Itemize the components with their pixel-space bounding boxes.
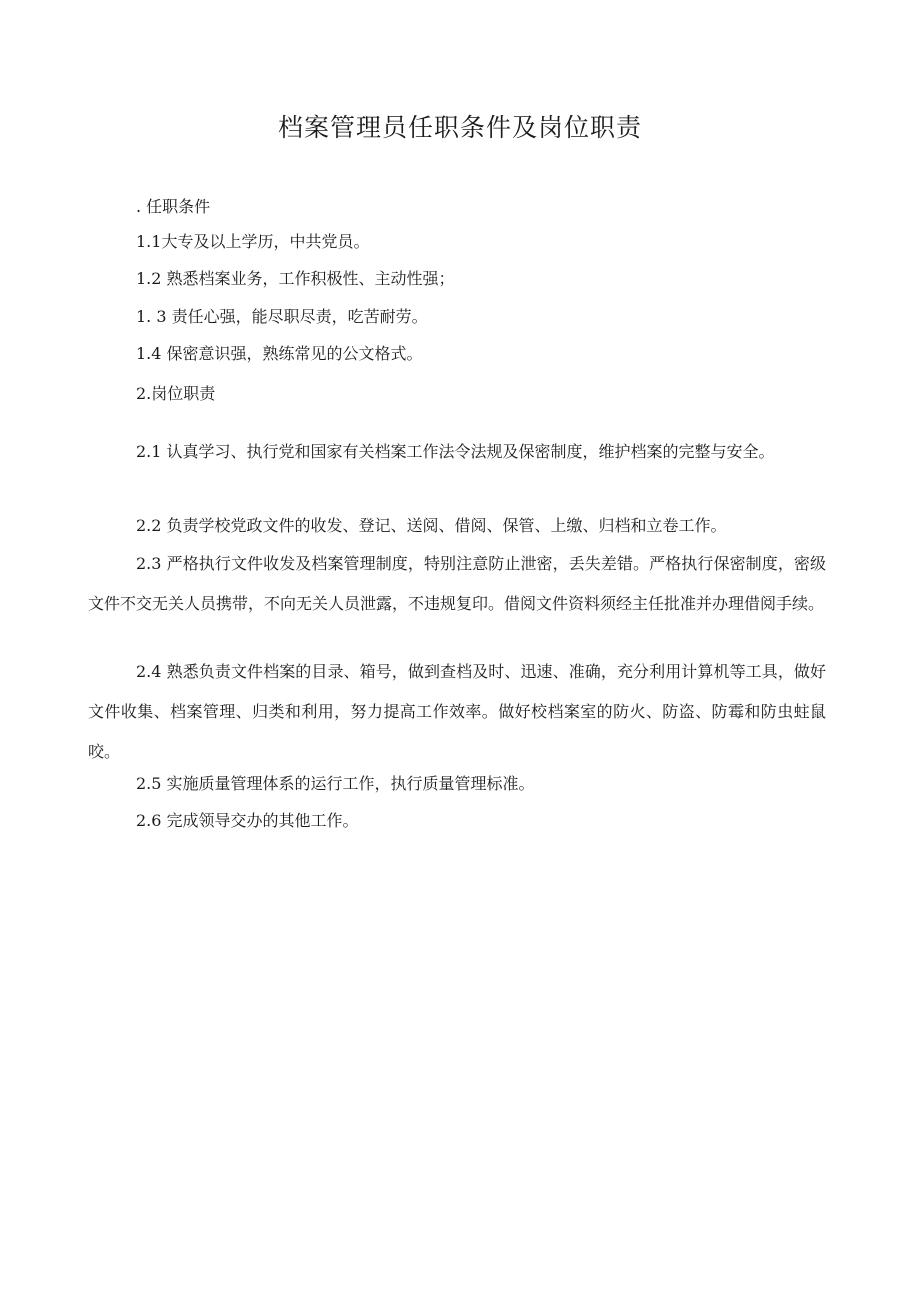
document-title: 档案管理员任职条件及岗位职责 xyxy=(277,113,642,142)
section-heading-responsibilities: 2.岗位职责 xyxy=(136,384,216,403)
responsibility-item: 2.2 负责学校党政文件的收发、登记、送阅、借阅、保管、上缴、归档和立卷工作。 xyxy=(136,516,727,535)
qualification-item: 1.1大专及以上学历，中共党员。 xyxy=(136,232,370,251)
responsibility-item: 2.4 熟悉负责文件档案的目录、箱号，做到查档及时、迅速、准确，充分利用计算机等工具，做好文件收集、档案管理、归类和利用，努力提高工作效率。做好校档案室的防火、防盗、防霉和防虫蛀鼠咬。 xyxy=(88,662,826,761)
qualification-item: 1. 3 责任心强，能尽职尽责，吃苦耐劳。 xyxy=(136,307,428,326)
responsibility-item: 2.3 严格执行文件收发及档案管理制度，特别注意防止泄密，丢失差错。严格执行保密制度，密级文件不交无关人员携带，不向无关人员泄露，不违规复印。借阅文件资料须经主任批准并办理借阅手续。 xyxy=(88,554,826,613)
responsibility-item: 2.5 实施质量管理体系的运行工作，执行质量管理标准。 xyxy=(136,774,535,793)
qualification-item: 1.2 熟悉档案业务，工作积极性、主动性强； xyxy=(136,269,455,288)
responsibility-item: 2.6 完成领导交办的其他工作。 xyxy=(136,811,359,830)
responsibility-item: 2.1 认真学习、执行党和国家有关档案工作法令法规及保密制度，维护档案的完整与安全。 xyxy=(136,442,775,461)
section-heading-qualifications: . 任职条件 xyxy=(136,197,211,216)
qualification-item: 1.4 保密意识强，熟练常见的公文格式。 xyxy=(136,344,423,363)
